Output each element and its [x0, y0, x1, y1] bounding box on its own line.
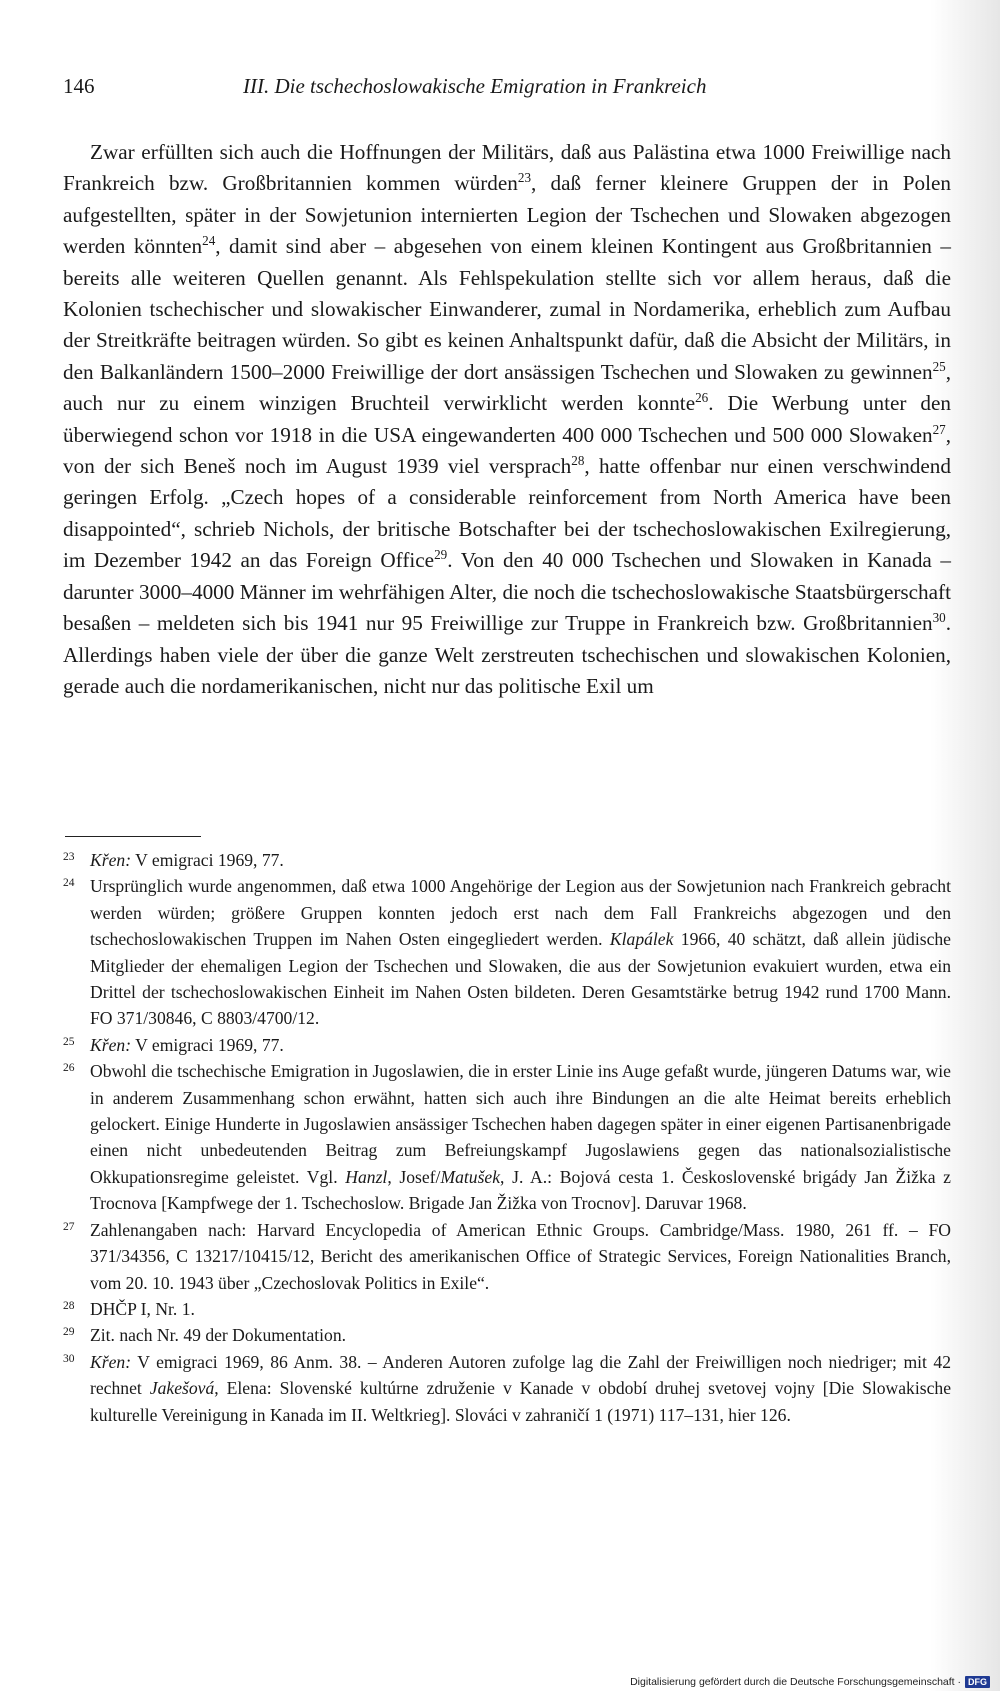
- footnote-ref[interactable]: 25: [932, 358, 946, 374]
- footnote-ref[interactable]: 29: [434, 547, 448, 563]
- footnote-ref[interactable]: 30: [932, 610, 946, 626]
- digitization-credit: [630, 1675, 990, 1689]
- footnote-mark: 27: [63, 1220, 75, 1233]
- footnote-ref[interactable]: 28: [571, 453, 585, 468]
- footnote-mark: 28: [63, 1299, 75, 1312]
- footnote-mark: 24: [63, 877, 75, 890]
- running-title: III. Die tschechoslowakische Emigration in Frankreich: [243, 74, 707, 98]
- footnote-mark: 30: [63, 1352, 75, 1365]
- footnote-mark: 29: [63, 1326, 75, 1339]
- footnote-mark: 26: [63, 1062, 75, 1075]
- footnote-mark: 25: [63, 1035, 75, 1048]
- footnote-ref[interactable]: 27: [932, 421, 946, 437]
- footnote-ref[interactable]: 23: [517, 170, 532, 186]
- footnote-28: 28 DHČP I, Nr. 1.: [63, 1296, 951, 1322]
- footnote-separator: [65, 836, 201, 837]
- footnote-29: 29 Zit. nach Nr. 49 der Dokumentation.: [63, 1322, 951, 1348]
- footnote-30: 30 Křen: V emigraci 1969, 86 Anm. 38. – Anderen Autoren zufolge lag die Zahl der Freiwilligen noch niedriger; mit 42 rechnet Jakešová, Elena: Slovenské kultúrne združenie v Kanade v období druhej svetovej vojny [Die Slowakische kulturelle Vereinigung in Kanada im II. Weltkrieg]. Slováci v zahraničí 1 (1971) 117–131, hier 126.: [63, 1349, 951, 1428]
- credit-text: Digitalisierung gefördert durch die Deutsche Forschungsgemeinschaft ·: [630, 1676, 961, 1688]
- footnote-ref[interactable]: 26: [695, 390, 709, 406]
- footnote-27: 27 Zahlenangaben nach: Harvard Encyclopedia of American Ethnic Groups. Cambridge/Mass. 1980, 261 ff. – FO 371/34356, C 13217/10415/12, Bericht des amerikanischen Office of Strategic Services, Foreign Nationalities Branch, vom 20. 10. 1943 über „Czechoslovak Politics in Exile“.: [63, 1217, 951, 1296]
- page-number: 146: [63, 74, 95, 98]
- running-head: [63, 74, 953, 104]
- dfg-logo: DFG: [965, 1676, 990, 1688]
- footnotes: [63, 847, 951, 1428]
- footnote-ref[interactable]: 24: [202, 233, 216, 249]
- footnote-25: 25 Křen: V emigraci 1969, 77.: [63, 1032, 951, 1058]
- footnote-23: 23 Křen: V emigraci 1969, 77.: [63, 847, 951, 873]
- body-paragraph: Zwar erfüllten sich auch die Hoffnungen der Militärs, daß aus Palästina etwa 1000 Freiwillige nach Frankreich bzw. Großbritannien kommen würden$^{23}$, daß ferner kleinere Gruppen der in Polen aufgestellten, später in der Sowjetunion internierten Legion der Tschechen und Slowaken abgezogen werden könnten$^{24}$, damit sind aber – abgesehen von einem kleinen Kontingent aus Großbritannien – bereits alle weiteren Quellen genannt. Als Fehlspekulation stellte sich vor allem heraus, daß die Kolonien tschechischer und slowakischer Einwanderer, zumal in Nordamerika, erheblich zum Aufbau der Streitkräfte beitragen würden. So gibt es keinen Anhaltspunkt dafür, daß die Absicht der Militärs, in den Balkanländern 1500–2000 Freiwillige der dort ansässigen Tschechen und Slowaken zu gewinnen$^{25}$, auch nur zu einem winzigen Bruchteil verwirklicht werden konnte$^{26}$. Die Werbung unter den überwiegend schon vor 1918 in die USA eingewanderten 400 000 Tschechen und 500 000 Slowaken$^{27}$, von der sich Beneš noch im August 1939 viel versprach$^{28}$, hatte offenbar nur einen verschwindend geringen Erfolg. „Czech hopes of a considerable reinforcement from North America have been disappointed“, schrieb Nichols, der britische Botschafter bei der tschechoslowakischen Exilregierung, im Dezember 1942 an das Foreign Office$^{29}$. Von den 40 000 Tschechen und Slowaken in Kanada – darunter 3000–4000 Männer im wehrfähigen Alter, die noch die tschechoslowakische Staatsbürgerschaft besaßen – meldeten sich bis 1941 nur 95 Freiwillige zur Truppe in Frankreich bzw. Großbritannien$^{30}$. Allerdings haben viele der über die ganze Welt zerstreuten tschechischen und slowakischen Kolonien, gerade auch die nordamerikanischen, nicht nur das politische Exil um: [63, 140, 952, 698]
- footnote-26: 26 Obwohl die tschechische Emigration in Jugoslawien, die in erster Linie ins Auge gefaßt wurde, jüngeren Datums war, wie in anderem Zusammenhang schon erwähnt, hatten sich auch ihre Bindungen an die alte Heimat bereits erheblich gelockert. Einige Hunderte in Jugoslawien ansässiger Tschechen haben dagegen später in einer eigenen Partisanenbrigade einen nicht unbedeutenden Beitrag zum Befreiungskampf Jugoslawiens gegen das nationalsozialistische Okkupationsregime geleistet. Vgl. Hanzl, Josef/Matušek, J. A.: Bojová cesta 1. Československé brigády Jan Žižka z Trocnova [Kampfwege der 1. Tschechoslow. Brigade Jan Žižka von Trocnov]. Daruvar 1968.: [63, 1058, 951, 1216]
- footnote-24: 24 Ursprünglich wurde angenommen, daß etwa 1000 Angehörige der Legion aus der Sowjetunion nach Frankreich gebracht werden würden; größere Gruppen konnten jedoch erst nach dem Fall Frankreichs abgezogen und den tschechoslowakischen Truppen im Nahen Osten eingegliedert werden. Klapálek 1966, 40 schätzt, daß allein jüdische Mitglieder der ehemaligen Legion der Tschechen und Slowaken, die aus der Sowjetunion evakuiert wurden, etwa ein Drittel der tschechoslowakischen Einheit im Nahen Osten bildeten. Deren Gesamtstärke betrug 1942 rund 1700 Mann. FO 371/30846, C 8803/4700/12.: [63, 873, 951, 1031]
- footnote-mark: 23: [63, 851, 75, 863]
